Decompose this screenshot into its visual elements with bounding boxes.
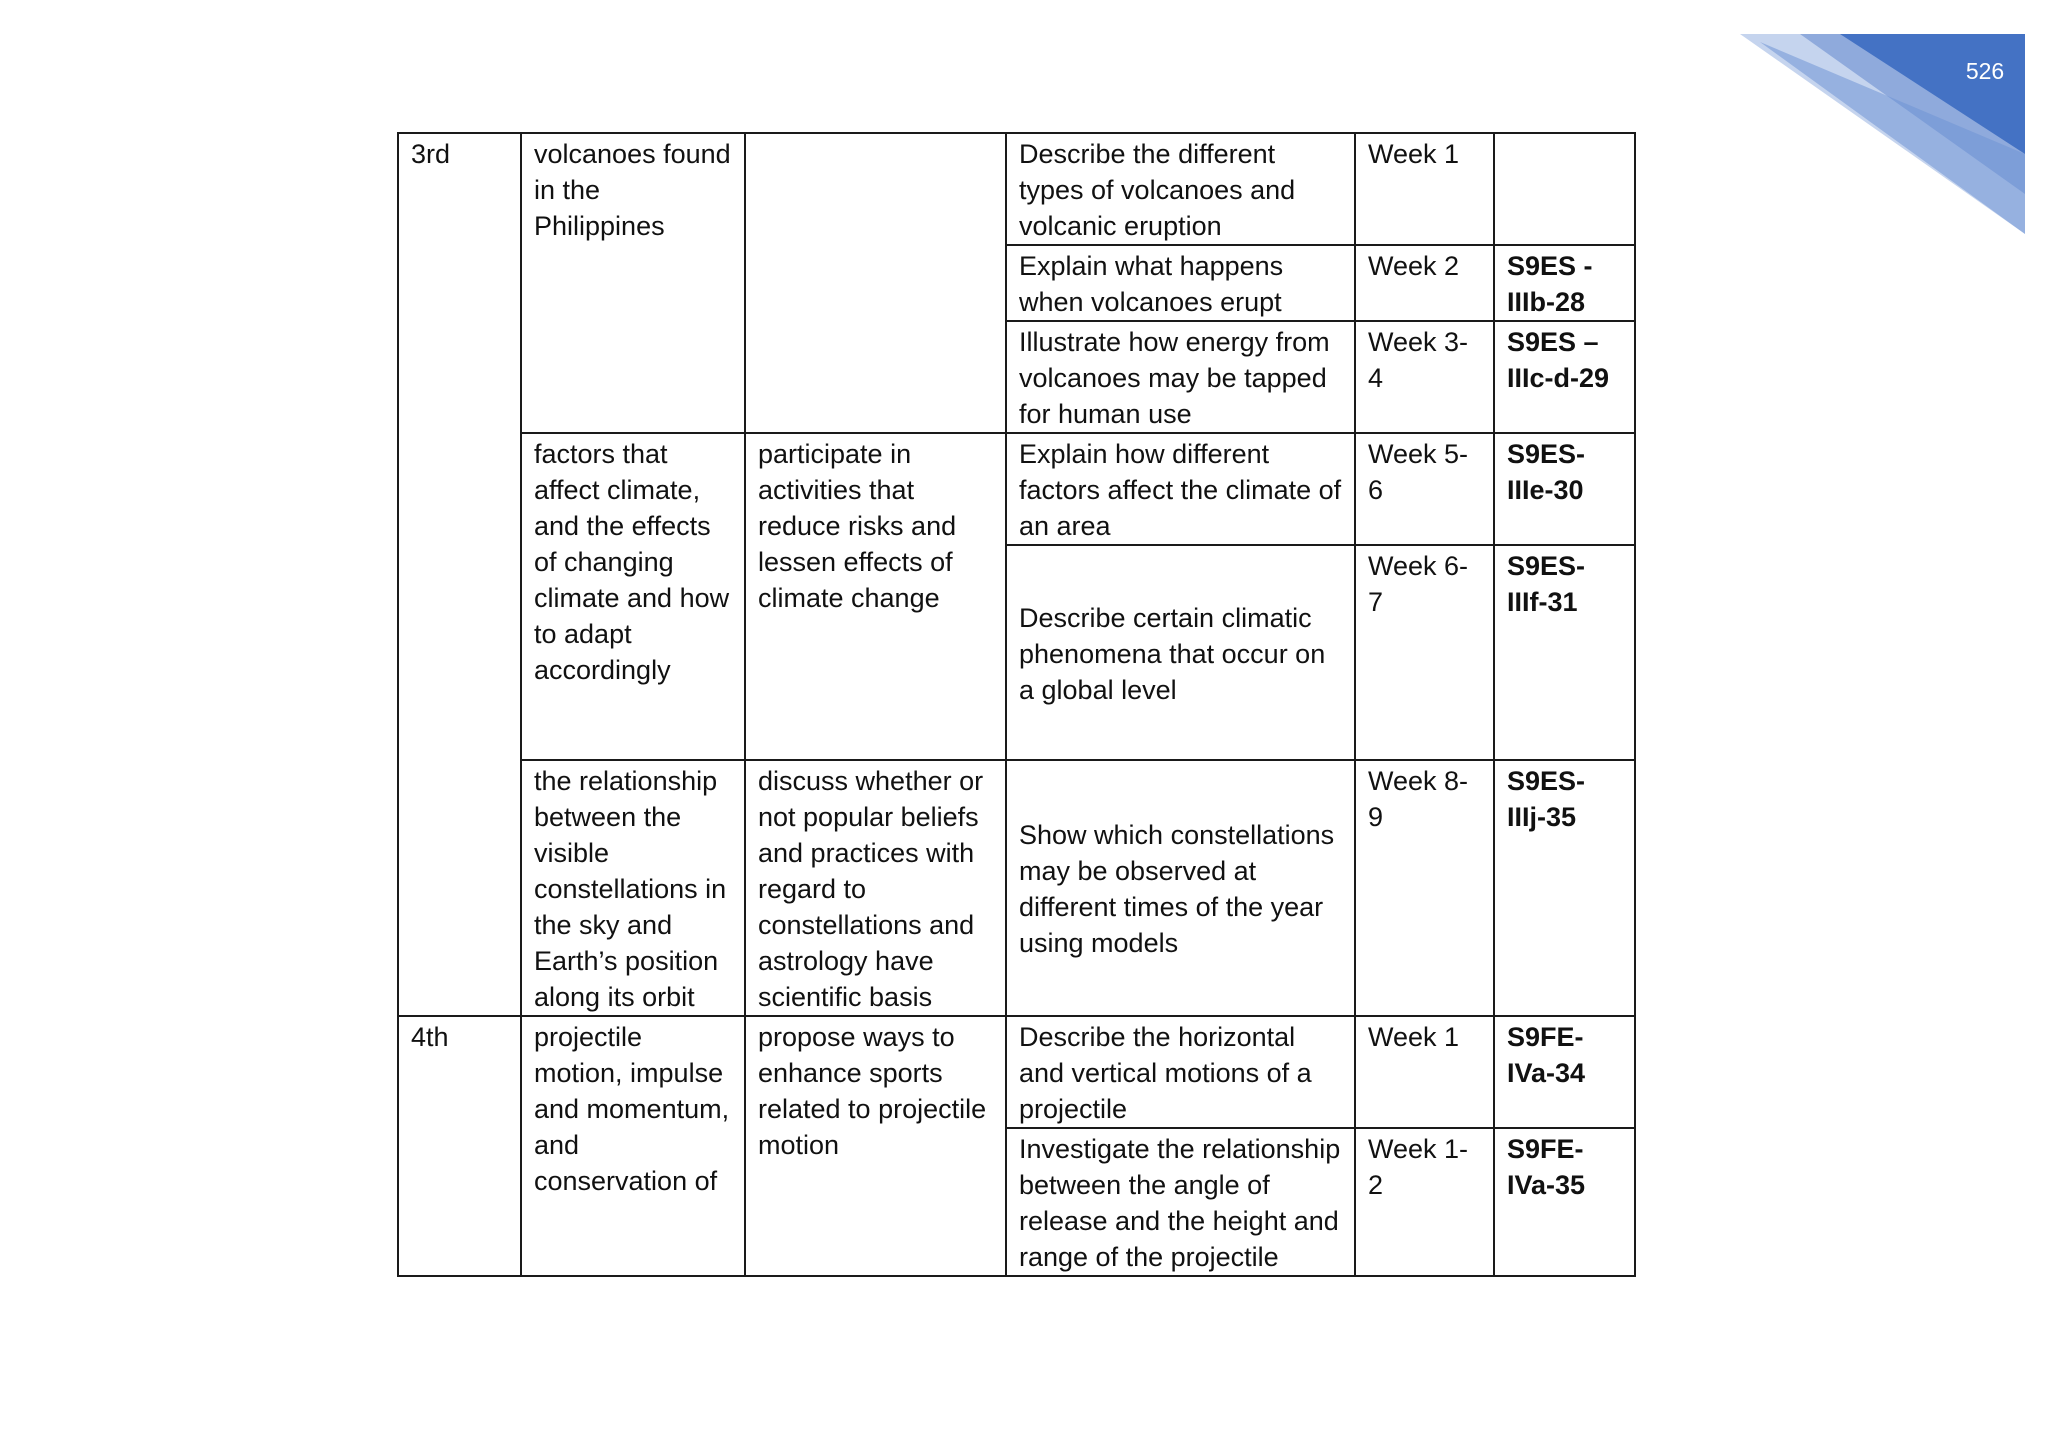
competency-cell: Describe the different types of volcanoes and volcanic eruption bbox=[1006, 133, 1355, 245]
week-cell: Week 6-7 bbox=[1355, 545, 1494, 760]
table-row bbox=[398, 760, 1635, 1016]
code-cell: S9ES – IIIc-d-29 bbox=[1494, 321, 1635, 433]
week-cell: Week 1 bbox=[1355, 133, 1494, 245]
week-cell: Week 1 bbox=[1355, 1016, 1494, 1128]
table-row bbox=[398, 433, 1635, 545]
competency-cell: Describe certain climatic phenomena that occur on a global level bbox=[1006, 545, 1355, 760]
table-row bbox=[398, 1016, 1635, 1128]
performance-cell: propose ways to enhance sports related to projectile motion bbox=[745, 1016, 1006, 1276]
code-cell: S9FE-IVa-34 bbox=[1494, 1016, 1635, 1128]
competency-cell: Describe the horizontal and vertical motions of a projectile bbox=[1006, 1016, 1355, 1128]
competency-cell: Explain what happens when volcanoes erupt bbox=[1006, 245, 1355, 321]
curriculum-table bbox=[397, 132, 1636, 1277]
quarter-cell: 4th bbox=[398, 1016, 521, 1276]
content-cell: volcanoes found in the Philippines bbox=[521, 133, 745, 433]
week-cell: Week 3-4 bbox=[1355, 321, 1494, 433]
content-cell: projectile motion, impulse and momentum, and conservation of bbox=[521, 1016, 745, 1276]
quarter-cell: 3rd bbox=[398, 133, 521, 1016]
performance-cell bbox=[745, 133, 1006, 433]
code-cell: S9ES-IIIj-35 bbox=[1494, 760, 1635, 1016]
performance-cell: participate in activities that reduce risks and lessen effects of climate change bbox=[745, 433, 1006, 760]
table-row bbox=[398, 133, 1635, 245]
week-cell: Week 2 bbox=[1355, 245, 1494, 321]
week-cell: Week 1-2 bbox=[1355, 1128, 1494, 1276]
page-number: 526 bbox=[1965, 58, 2005, 84]
code-cell: S9FE-IVa-35 bbox=[1494, 1128, 1635, 1276]
content-cell: factors that affect climate, and the effects of changing climate and how to adapt accordingly bbox=[521, 433, 745, 760]
code-cell: S9ES-IIIf-31 bbox=[1494, 545, 1635, 760]
code-cell: S9ES-IIIe-30 bbox=[1494, 433, 1635, 545]
competency-cell: Show which constellations may be observed at different times of the year using models bbox=[1006, 760, 1355, 1016]
content-cell: the relationship between the visible constellations in the sky and Earth’s position along its orbit bbox=[521, 760, 745, 1016]
performance-cell: discuss whether or not popular beliefs and practices with regard to constellations and astrology have scientific basis bbox=[745, 760, 1006, 1016]
competency-cell: Investigate the relationship between the angle of release and the height and range of the projectile bbox=[1006, 1128, 1355, 1276]
code-cell bbox=[1494, 133, 1635, 245]
week-cell: Week 8-9 bbox=[1355, 760, 1494, 1016]
week-cell: Week 5-6 bbox=[1355, 433, 1494, 545]
code-cell: S9ES - IIIb-28 bbox=[1494, 245, 1635, 321]
competency-cell: Explain how different factors affect the climate of an area bbox=[1006, 433, 1355, 545]
competency-cell: Illustrate how energy from volcanoes may be tapped for human use bbox=[1006, 321, 1355, 433]
